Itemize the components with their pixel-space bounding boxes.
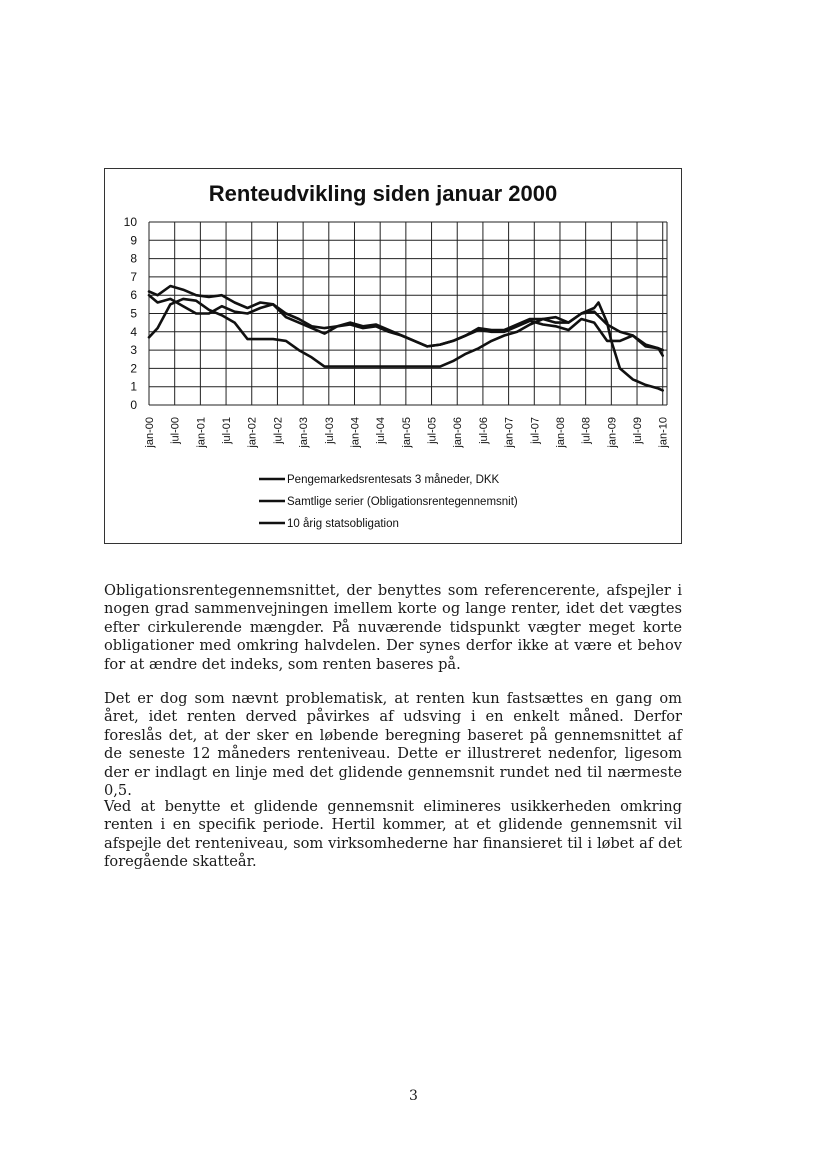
x-tick-label: jul-03 [323,417,336,444]
y-tick-label: 6 [130,288,137,303]
x-tick-label: jul-00 [169,417,182,444]
y-tick-label: 2 [130,361,137,376]
legend-label: Samtlige serier (Obligationsrentegennemsnit) [287,496,518,508]
x-tick-label: jul-02 [272,417,285,444]
paragraph-1: Obligationsrentegennemsnittet, der benyttes som referencerente, afspejler i nogen grad sammenvejningen imellem korte og lange renter, idet det vægtes efter cirkulerende mængder. På nuværende tidspunkt vægter meget korte obligationer med omkring halvdelen. Der synes derfor ikke at være et behov for at ændre det indeks, som renten baseres på. [104,582,682,673]
x-tick-label: jan-03 [298,417,311,448]
y-tick-label: 1 [130,379,137,394]
y-tick-label: 9 [130,233,137,248]
legend-label: Pengemarkedsrentesats 3 måneder, DKK [287,474,500,486]
y-tick-label: 0 [130,398,137,412]
x-tick-label: jan-02 [246,417,259,448]
x-tick-label: jan-06 [452,417,465,448]
y-tick-label: 8 [130,251,137,266]
x-tick-label: jul-09 [632,417,645,444]
y-tick-label: 4 [130,324,137,339]
y-axis-ticks [124,215,138,412]
x-tick-label: jul-08 [580,417,593,444]
paragraph-2: Det er dog som nævnt problematisk, at renten kun fastsættes en gang om året, idet renten derved påvirkes af udsving i en enkelt måned. Derfor foreslås det, at der sker en løbende beregning baseret på gennemsnittet af de seneste 12 måneders renteniveau. Dette er illustreret nedenfor, ligesom der er indlagt en linje med det glidende gennemsnit rundet ned til nærmeste 0,5. [104,690,682,800]
x-tick-label: jan-05 [400,417,413,448]
chart-title: Renteudvikling siden januar 2000 [208,181,558,206]
paragraph-3: Ved at benytte et glidende gennemsnit elimineres usikkerheden omkring renten i en specifik periode. Hertil kommer, at et glidende gennemsnit vil afspejle det renteniveau, som virksomhederne har finansieret til i løbet af det foregående skatteår. [104,798,682,871]
x-tick-label: jan-00 [144,417,156,448]
x-tick-label: jan-09 [606,417,619,448]
x-tick-label: jan-10 [657,417,670,448]
x-tick-label: jul-07 [529,417,542,444]
chart-figure [104,168,682,544]
legend-label: 10 årig statsobligation [287,518,399,530]
y-tick-label: 3 [130,343,137,358]
x-tick-label: jul-04 [375,417,388,444]
x-tick-label: jan-01 [195,417,208,448]
x-tick-label: jan-07 [503,417,516,448]
chart-legend [259,474,518,530]
line-chart [105,169,683,545]
page-number: 3 [409,1088,418,1104]
y-tick-label: 5 [130,306,137,321]
x-tick-label: jul-06 [477,417,490,444]
x-tick-label: jul-01 [221,417,234,444]
x-axis-ticks [144,417,670,449]
x-tick-label: jan-04 [349,417,362,448]
y-tick-label: 10 [123,215,137,229]
x-tick-label: jul-05 [426,417,439,444]
x-tick-label: jan-08 [554,417,567,448]
y-tick-label: 7 [130,269,137,284]
